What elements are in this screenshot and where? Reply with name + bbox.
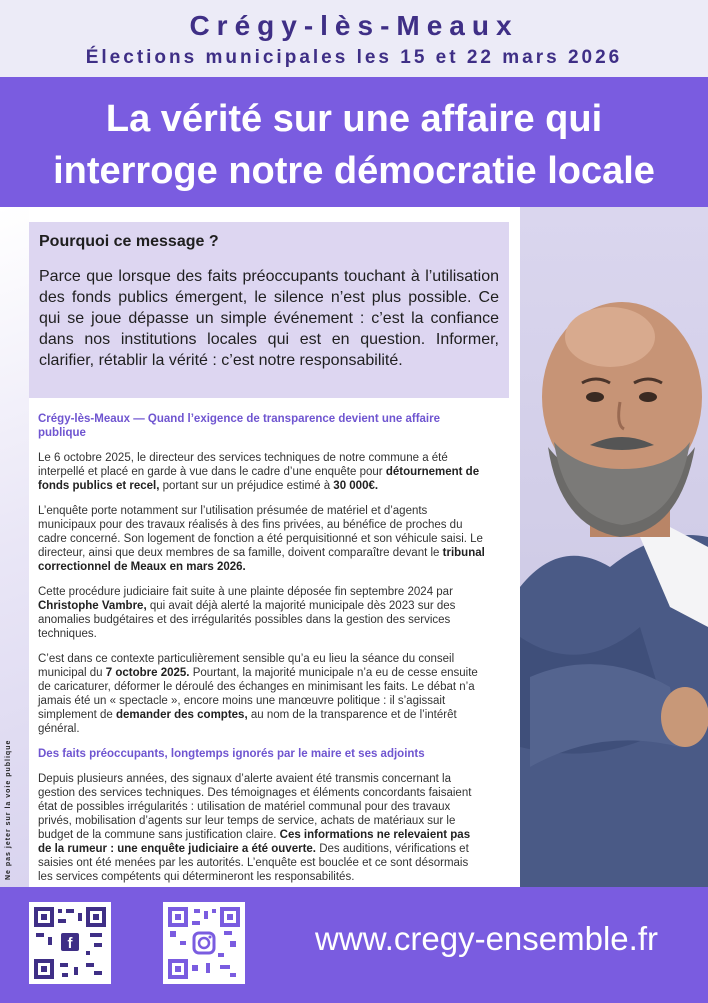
article bbox=[38, 412, 486, 884]
candidate-photo bbox=[520, 207, 708, 887]
portrait-illustration bbox=[520, 207, 708, 887]
paragraph-2 bbox=[38, 504, 486, 574]
paragraph-4-text-a: C’est dans ce contexte particulièrement sensible qu’a eu lieu la séance du conseil municipal du bbox=[38, 653, 455, 679]
headline-line-1: La vérité sur une affaire qui bbox=[105, 98, 603, 140]
paragraph-5-text-a: Depuis plusieurs années, des signaux d’alerte avaient été transmis concernant la gestion des services techniques. Des témoignages et éléments concordants faisaient état de possibles irrégularités : utilisation de matériel communal pour des travaux privés, mobilisation d’agents sur leur temps de service, achats de matériaux sur le budget de la commune sans justification claire. bbox=[38, 773, 472, 841]
footer bbox=[0, 887, 708, 1003]
paragraph-1-text-c: portant sur un préjudice estimé à bbox=[159, 480, 334, 492]
paragraph-5 bbox=[38, 772, 486, 884]
qr-pattern-instagram bbox=[168, 907, 240, 979]
callout-text: Parce que lorsque des faits préoccupants touchant à l’utilisation des fonds publics émergent, le silence n’est plus possible. Ce qui se joue dépasse un simple événement : c’est la confiance dans nos institutions locales qui est en question. Informer, clarifier, rétablir la vérité : c’est notre responsabilité. bbox=[39, 268, 499, 369]
paragraph-3-text-a: Cette procédure judiciaire fait suite à une plainte déposée fin septembre 2024 par bbox=[38, 586, 453, 598]
paragraph-4-bold-d: demander des comptes, bbox=[115, 709, 248, 721]
town-title: Crégy-lès-Meaux bbox=[189, 10, 519, 41]
callout-title: Pourquoi ce message ? bbox=[39, 233, 219, 250]
paragraph-1-bold-b: détournement de fonds publics et recel, bbox=[38, 466, 480, 492]
paragraph-3-bold-b: Christophe Vambre, bbox=[38, 600, 147, 612]
paragraph-3-text-c: qui avait déjà alerté la majorité municipale dès 2023 sur des anomalies budgétaires et des irrégularités possibles dans la gestion des services techniques. bbox=[38, 600, 456, 640]
svg-text:f: f bbox=[67, 935, 73, 952]
paragraph-4-bold-b: 7 octobre 2025. bbox=[105, 667, 190, 679]
paragraph-4 bbox=[38, 652, 486, 736]
side-note: Ne pas jeter sur la voie publique bbox=[5, 739, 12, 880]
article-heading-1: Crégy-lès-Meaux — Quand l’exigence de transparence devient une affaire publique bbox=[38, 413, 440, 439]
paragraph-3 bbox=[38, 585, 486, 641]
elections-subtitle: Élections municipales les 15 et 22 mars 2026 bbox=[85, 47, 623, 68]
header bbox=[0, 0, 708, 77]
callout-box bbox=[29, 222, 509, 398]
paragraph-4-text-c: Pourtant, la majorité municipale n’a eu de cesse ensuite de caricaturer, déformer le déroulé des échanges en minimisant les faits. Le débat n’a jamais été un « spectacle », encore moins une manœuvre politique : il s’agissait simplement de bbox=[38, 667, 478, 721]
article-heading-2: Des faits préoccupants, longtemps ignorés par le maire et ses adjoints bbox=[38, 748, 425, 760]
paragraph-2-bold-b: tribunal correctionnel de Meaux en mars 2026. bbox=[38, 547, 485, 573]
paragraph-1-bold-d: 30 000€. bbox=[333, 480, 379, 492]
facebook-qr-code[interactable] bbox=[29, 902, 111, 984]
headline-banner bbox=[0, 77, 708, 207]
headline-line-2: interroge notre démocratie locale bbox=[53, 150, 655, 192]
paragraph-4-text-e: au nom de la transparence et de l’intérêt général. bbox=[38, 709, 457, 735]
paragraph-2-text-a: L’enquête porte notamment sur l’utilisation présumée de matériel et d’agents municipaux pour des travaux réalisés à des fins privées, au bénéfice de proches du cadre concerné. Son logement de fonction a été perquisitionné et son véhicule saisi. Le directeur, ainsi que deux membres de sa famille, doivent comparaître devant le bbox=[38, 505, 483, 559]
paragraph-5-text-c: Des auditions, vérifications et saisies ont été menées par les autorités. L’enquête est bouclée et ce sont désormais les services compétents qui détermineront les responsabilités. bbox=[38, 843, 469, 883]
paragraph-1 bbox=[38, 451, 486, 493]
paragraph-1-text-a: Le 6 octobre 2025, le directeur des services techniques de notre commune a été interpellé et placé en garde à vue dans le cadre d’une enquête pour bbox=[38, 452, 448, 478]
paragraph-5-bold-b: Ces informations ne relevaient pas de la rumeur : une enquête judiciaire a été ouverte. bbox=[38, 829, 471, 855]
qr-pattern-facebook bbox=[34, 907, 106, 979]
website-link[interactable]: www.cregy-ensemble.fr bbox=[315, 920, 658, 957]
instagram-qr-code[interactable] bbox=[163, 902, 245, 984]
